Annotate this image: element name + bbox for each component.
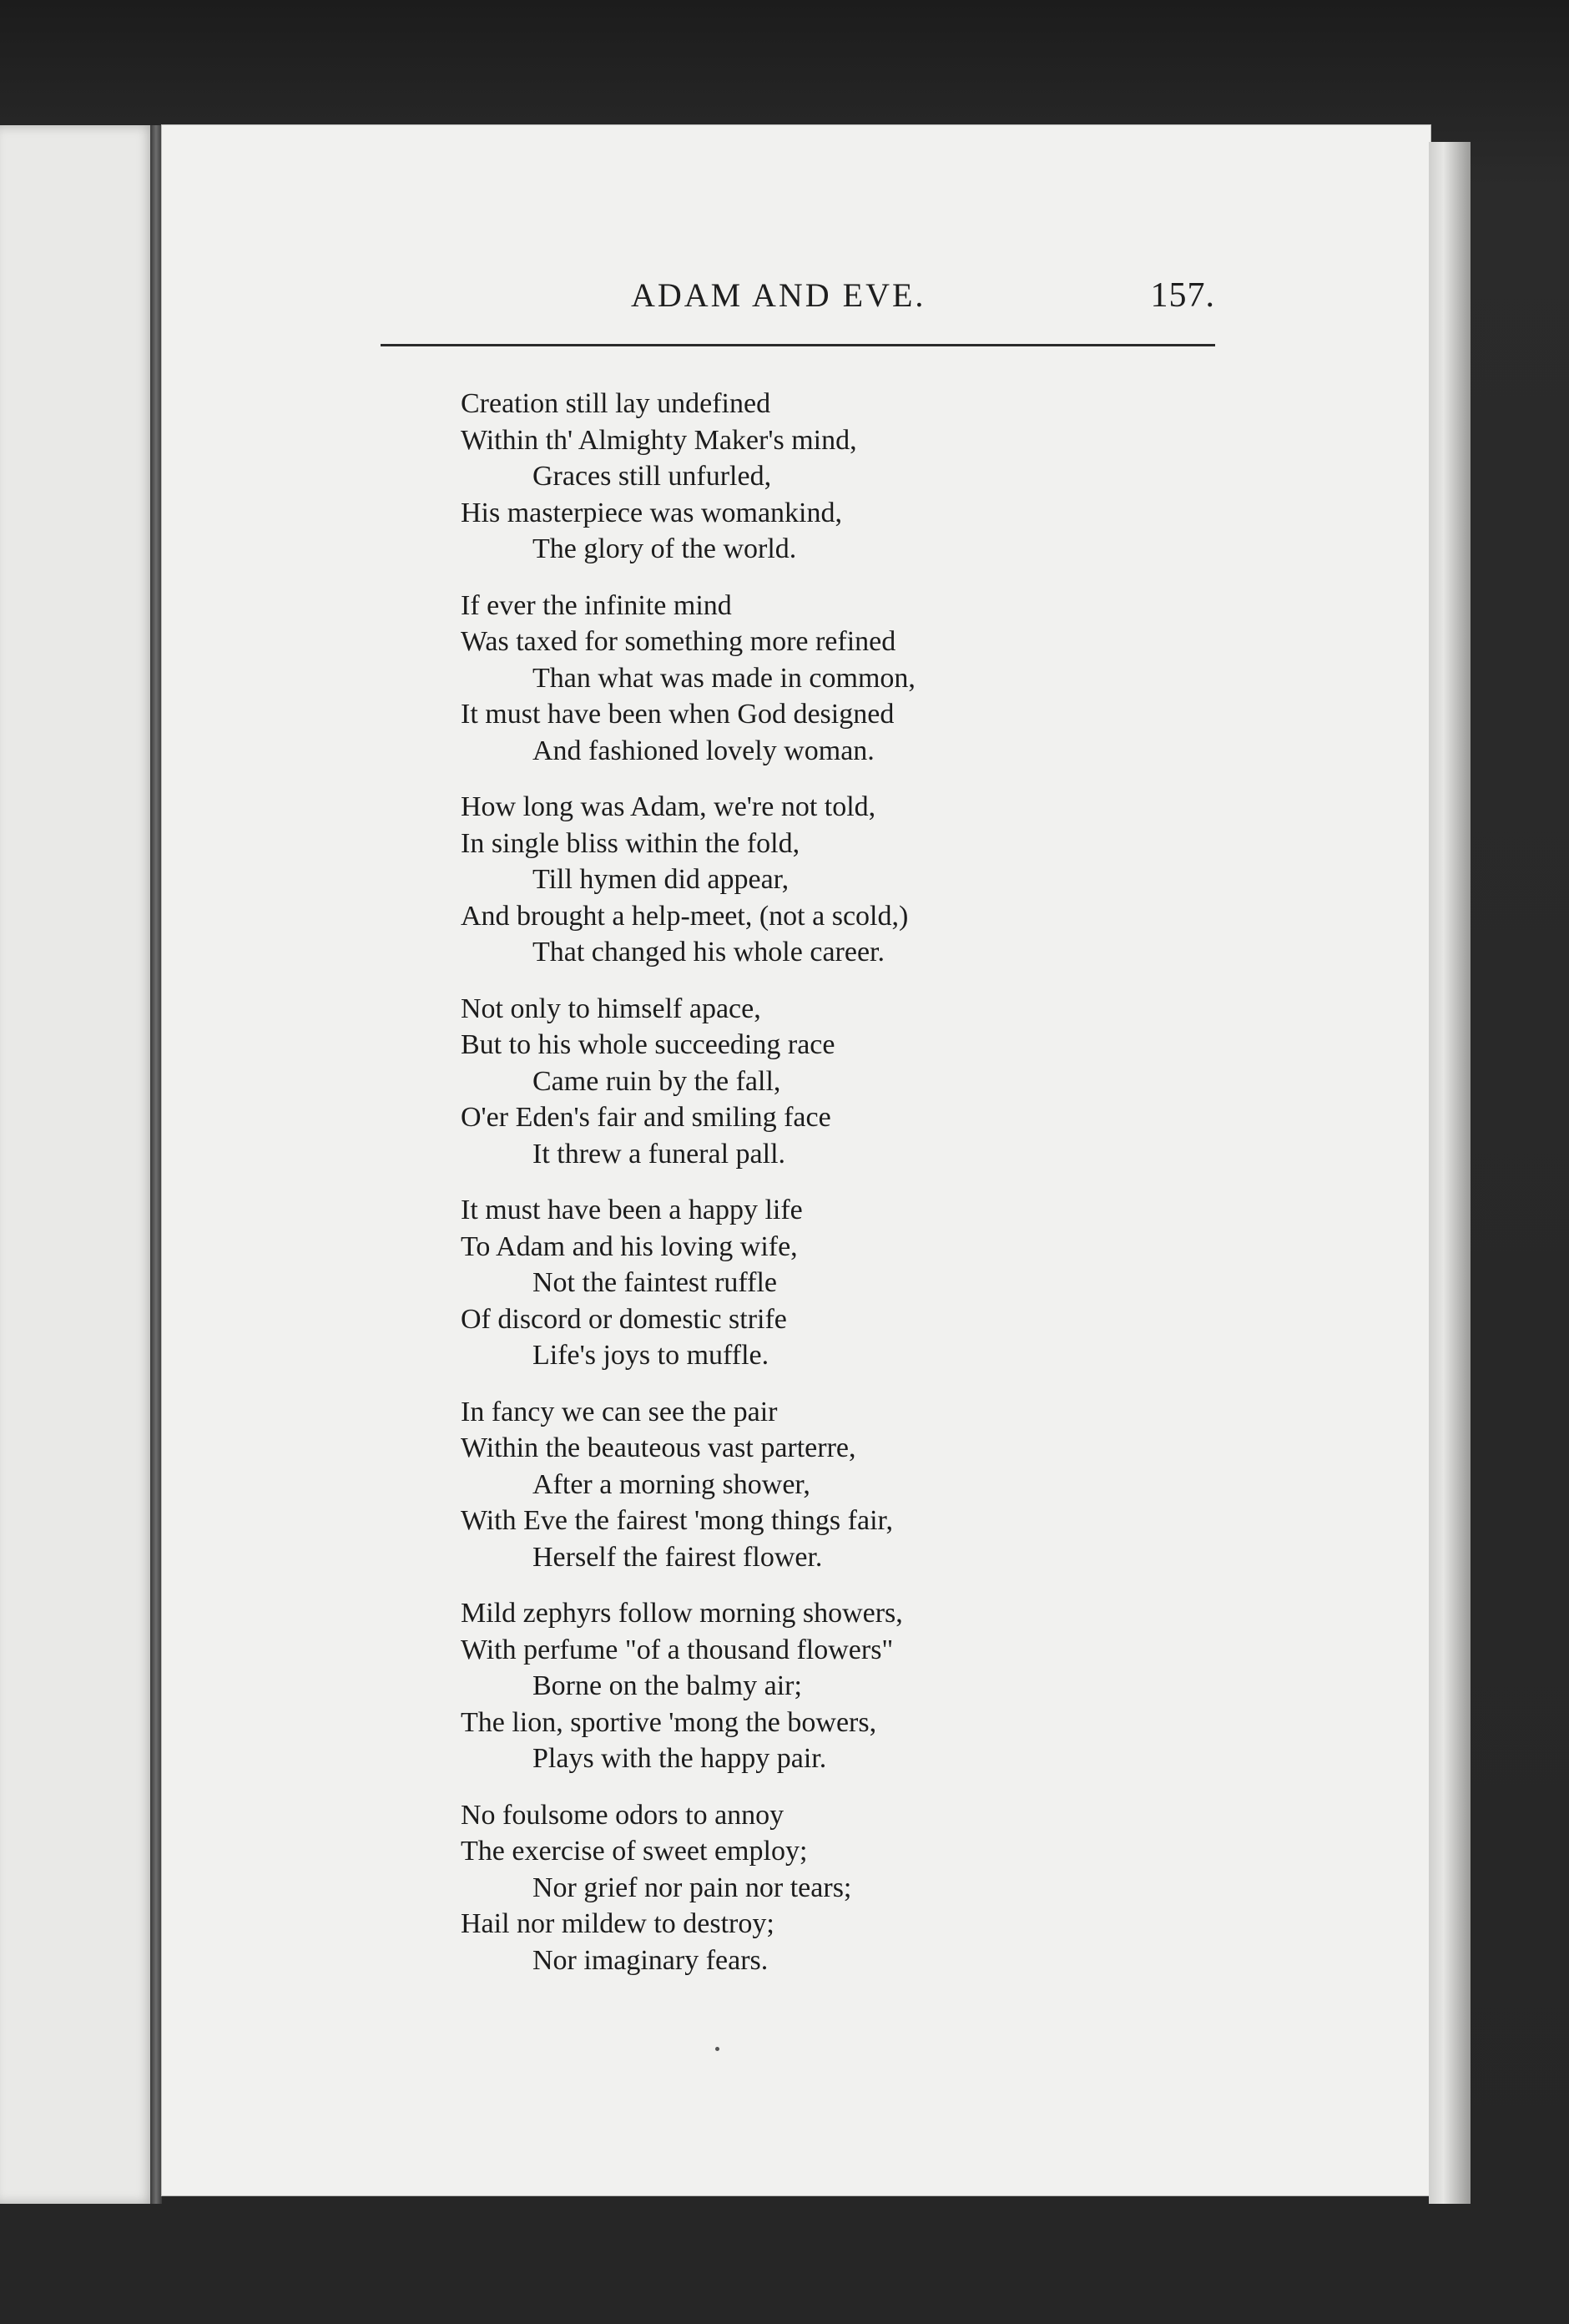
poem-line: Plays with the happy pair. <box>532 1743 827 1774</box>
poem-line: Till hymen did appear, <box>532 864 790 895</box>
page-number: 157. <box>1150 276 1215 315</box>
poem-body <box>461 386 1212 1998</box>
poem-line: After a morning shower, <box>532 1468 810 1500</box>
poem-line: Herself the fairest flower. <box>532 1541 823 1573</box>
left-page-edge <box>0 125 155 2204</box>
poem-line: It must have been when God designed <box>461 699 895 730</box>
poem-line: Within the beauteous vast parterre, <box>461 1432 856 1463</box>
poem-line: O'er Eden's fair and smiling face <box>461 1102 831 1133</box>
poem-line: It threw a funeral pall. <box>532 1138 786 1170</box>
poem-line: Mild zephyrs follow morning showers, <box>461 1598 903 1629</box>
running-title: ADAM AND EVE. <box>631 276 926 314</box>
poem-line: If ever the infinite mind <box>461 589 732 621</box>
poem-line: Was taxed for something more refined <box>461 626 896 657</box>
poem-line: With Eve the fairest 'mong things fair, <box>461 1505 893 1536</box>
poem-line: Creation still lay undefined <box>461 388 771 419</box>
stanza <box>461 386 1212 568</box>
poem-line: Of discord or domestic strife <box>461 1303 787 1335</box>
poem-line: To Adam and his loving wife, <box>461 1230 798 1262</box>
poem-line: Nor grief nor pain nor tears; <box>532 1872 852 1903</box>
poem-line: Nor imaginary fears. <box>532 1944 769 1976</box>
print-speck <box>715 2047 719 2051</box>
poem-line: That changed his whole career. <box>532 937 885 967</box>
stanza <box>461 1595 1212 1777</box>
poem-line: Not only to himself apace, <box>461 993 761 1024</box>
poem-line: How long was Adam, we're not told, <box>461 791 876 822</box>
page-stack-edge <box>1429 142 1471 2204</box>
poem-line: But to his whole succeeding race <box>461 1029 835 1060</box>
stanza <box>461 1192 1212 1374</box>
poem-line: Than what was made in common, <box>532 662 916 694</box>
poem-line: It must have been a happy life <box>461 1195 803 1225</box>
header-rule <box>381 344 1215 346</box>
stanza <box>461 1394 1212 1576</box>
stanza <box>461 1797 1212 1979</box>
poem-line: In fancy we can see the pair <box>461 1396 778 1427</box>
running-header <box>381 275 1215 334</box>
poem-line: No foulsome odors to annoy <box>461 1799 784 1831</box>
poem-line: The lion, sportive 'mong the bowers, <box>461 1706 877 1738</box>
poem-line: Hail nor mildew to destroy; <box>461 1908 774 1939</box>
poem-line: The glory of the world. <box>532 533 797 564</box>
stanza <box>461 991 1212 1173</box>
poem-line: Came ruin by the fall, <box>532 1065 781 1097</box>
poem-line: And brought a help-meet, (not a scold,) <box>461 900 909 932</box>
book-gutter <box>150 125 162 2204</box>
poem-line: His masterpiece was womankind, <box>461 497 842 528</box>
poem-line: Within th' Almighty Maker's mind, <box>461 424 857 456</box>
stanza <box>461 789 1212 971</box>
poem-line: Borne on the balmy air; <box>532 1670 802 1701</box>
poem-line: The exercise of sweet employ; <box>461 1836 808 1867</box>
stanza <box>461 588 1212 770</box>
poem-line: Not the faintest ruffle <box>532 1267 778 1298</box>
poem-line: And fashioned lovely woman. <box>532 735 875 766</box>
poem-line: Life's joys to muffle. <box>532 1340 769 1371</box>
poem-line: In single bliss within the fold, <box>461 827 800 859</box>
poem-line: Graces still unfurled, <box>532 461 772 492</box>
poem-line: With perfume "of a thousand flowers" <box>461 1634 894 1665</box>
